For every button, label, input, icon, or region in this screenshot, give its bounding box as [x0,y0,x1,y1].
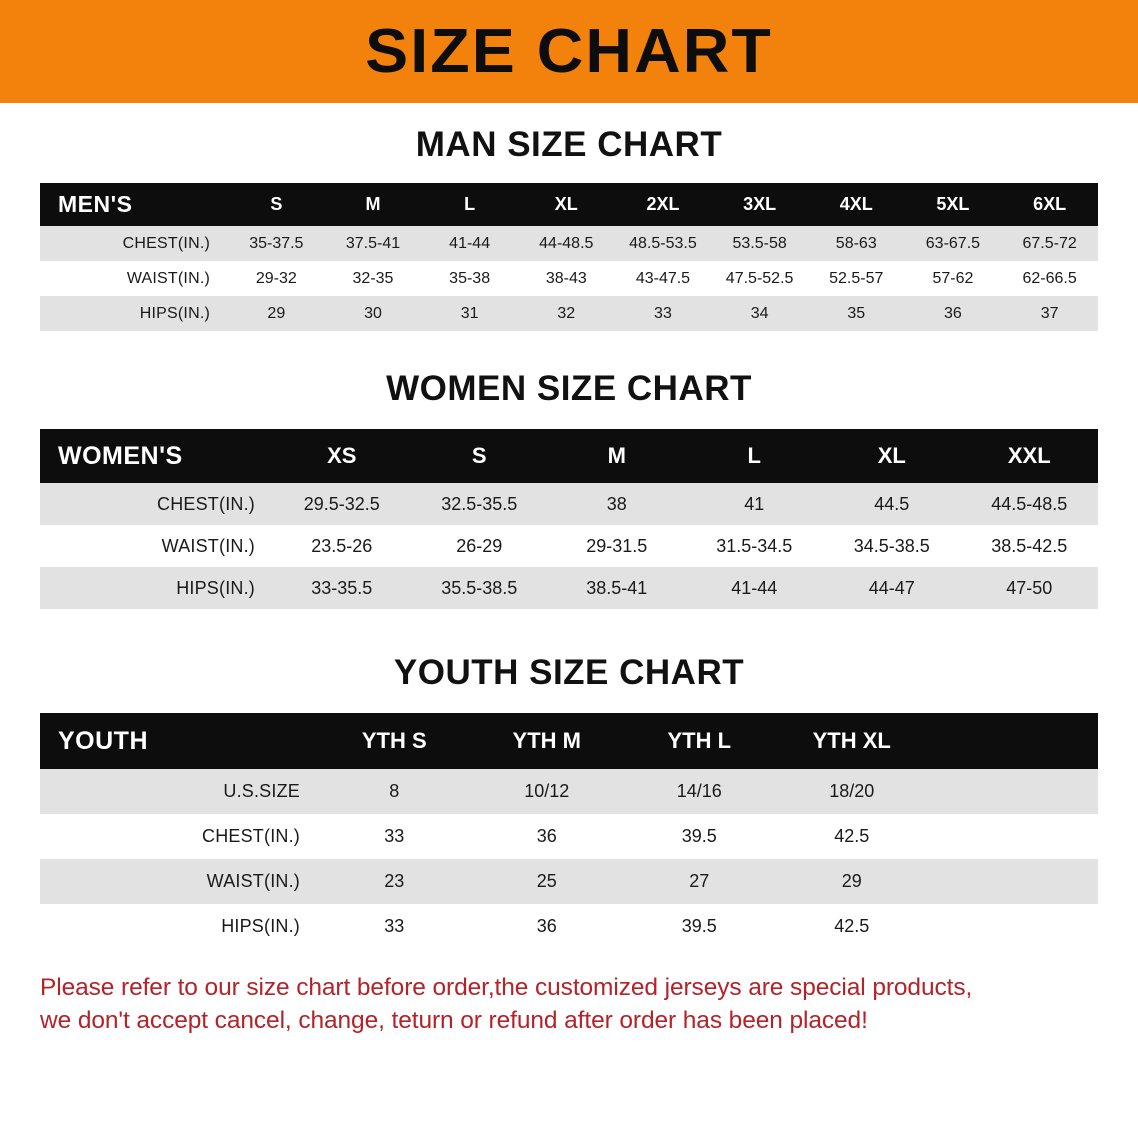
women-row-label: WAIST(IN.) [40,525,273,567]
table-cell: 25 [471,859,624,904]
man-size-header: 2XL [615,183,712,226]
man-size-header: S [228,183,325,226]
women-size-table [40,429,1098,609]
table-row [40,226,1098,261]
youth-table-head [40,713,1098,769]
table-cell: 37 [1001,296,1098,331]
table-cell: 34 [711,296,808,331]
table-cell: 38-43 [518,261,615,296]
table-row [40,525,1098,567]
youth-row-label: HIPS(IN.) [40,904,318,949]
table-row [40,769,1098,814]
table-cell: 29.5-32.5 [273,483,411,525]
policy-note-line-1: Please refer to our size chart before order,the customized jerseys are special products, [40,974,973,1001]
table-cell: 48.5-53.5 [615,226,712,261]
table-cell: 38 [548,483,686,525]
table-cell: 33-35.5 [273,567,411,609]
table-cell: 35 [808,296,905,331]
table-cell: 41-44 [421,226,518,261]
women-size-header: XXL [961,429,1099,483]
table-cell: 35-38 [421,261,518,296]
table-cell: 33 [318,814,471,859]
table-cell: 34.5-38.5 [823,525,961,567]
table-cell: 41-44 [686,567,824,609]
table-cell: 44-47 [823,567,961,609]
page-title: SIZE CHART [365,16,773,86]
youth-size-header: YTH L [623,713,776,769]
table-cell: 58-63 [808,226,905,261]
women-size-header: L [686,429,824,483]
table-cell: 47-50 [961,567,1099,609]
table-cell: 44.5 [823,483,961,525]
table-row [40,261,1098,296]
table-cell: 10/12 [471,769,624,814]
man-table-wrap [40,183,1098,331]
table-cell: 18/20 [776,769,929,814]
table-row [40,296,1098,331]
youth-size-header: YTH S [318,713,471,769]
youth-spacer-header [928,713,1098,769]
youth-section-heading: YOUTH SIZE CHART [393,653,745,692]
women-row-label: HIPS(IN.) [40,567,273,609]
table-cell: 37.5-41 [325,226,422,261]
table-cell: 35-37.5 [228,226,325,261]
women-size-header: XS [273,429,411,483]
women-header-label: WOMEN'S [40,429,273,483]
table-cell: 23 [318,859,471,904]
table-cell: 32.5-35.5 [411,483,549,525]
table-cell: 38.5-41 [548,567,686,609]
man-size-header: XL [518,183,615,226]
women-size-header: XL [823,429,961,483]
man-row-label: WAIST(IN.) [40,261,228,296]
table-cell: 36 [905,296,1002,331]
table-cell: 57-62 [905,261,1002,296]
women-size-header: M [548,429,686,483]
man-table-body [40,226,1098,331]
man-size-header: 3XL [711,183,808,226]
table-cell: 62-66.5 [1001,261,1098,296]
table-row [40,859,1098,904]
youth-row-label: U.S.SIZE [40,769,318,814]
youth-table-wrap [40,713,1098,949]
table-cell-empty [928,904,1098,949]
youth-header-label: YOUTH [40,713,318,769]
table-row [40,904,1098,949]
man-size-header: 5XL [905,183,1002,226]
table-cell: 44.5-48.5 [961,483,1099,525]
table-row [40,814,1098,859]
table-cell: 14/16 [623,769,776,814]
youth-row-label: CHEST(IN.) [40,814,318,859]
man-size-header: 6XL [1001,183,1098,226]
women-row-label: CHEST(IN.) [40,483,273,525]
women-table-body [40,483,1098,609]
table-cell: 43-47.5 [615,261,712,296]
table-cell: 39.5 [623,814,776,859]
table-cell-empty [928,859,1098,904]
man-size-table [40,183,1098,331]
table-cell: 29 [228,296,325,331]
table-cell: 31 [421,296,518,331]
table-cell: 47.5-52.5 [711,261,808,296]
table-cell: 30 [325,296,422,331]
man-row-label: HIPS(IN.) [40,296,228,331]
table-cell: 31.5-34.5 [686,525,824,567]
table-cell: 42.5 [776,904,929,949]
table-cell: 53.5-58 [711,226,808,261]
table-cell: 29 [776,859,929,904]
table-row [40,483,1098,525]
table-header-row [40,713,1098,769]
table-cell: 63-67.5 [905,226,1002,261]
table-cell: 27 [623,859,776,904]
table-cell: 44-48.5 [518,226,615,261]
table-cell: 26-29 [411,525,549,567]
policy-note-line-2: we don't accept cancel, change, teturn or refund after order has been placed! [40,1007,868,1035]
women-size-header: S [411,429,549,483]
table-cell-empty [928,814,1098,859]
table-cell: 29-31.5 [548,525,686,567]
table-cell: 32 [518,296,615,331]
youth-row-label: WAIST(IN.) [40,859,318,904]
table-cell: 35.5-38.5 [411,567,549,609]
man-header-label: MEN'S [40,183,228,226]
table-cell: 42.5 [776,814,929,859]
man-section-heading: MAN SIZE CHART [415,125,723,164]
table-cell: 33 [318,904,471,949]
table-cell: 38.5-42.5 [961,525,1099,567]
table-cell: 8 [318,769,471,814]
man-size-header: 4XL [808,183,905,226]
youth-size-header: YTH M [471,713,624,769]
youth-size-header: YTH XL [776,713,929,769]
women-section-heading: WOMEN SIZE CHART [386,369,752,408]
table-cell: 67.5-72 [1001,226,1098,261]
man-row-label: CHEST(IN.) [40,226,228,261]
table-cell: 41 [686,483,824,525]
table-row [40,567,1098,609]
table-cell: 23.5-26 [273,525,411,567]
table-header-row [40,429,1098,483]
women-table-head [40,429,1098,483]
table-cell: 52.5-57 [808,261,905,296]
table-cell: 39.5 [623,904,776,949]
man-table-head [40,183,1098,226]
man-size-header: L [421,183,518,226]
banner [0,0,1138,103]
table-cell: 32-35 [325,261,422,296]
table-cell: 36 [471,904,624,949]
women-table-wrap [40,429,1098,609]
table-header-row [40,183,1098,226]
table-cell: 36 [471,814,624,859]
policy-note [40,971,1098,1037]
youth-size-table [40,713,1098,949]
table-cell-empty [928,769,1098,814]
youth-table-body [40,769,1098,949]
table-cell: 29-32 [228,261,325,296]
man-size-header: M [325,183,422,226]
table-cell: 33 [615,296,712,331]
